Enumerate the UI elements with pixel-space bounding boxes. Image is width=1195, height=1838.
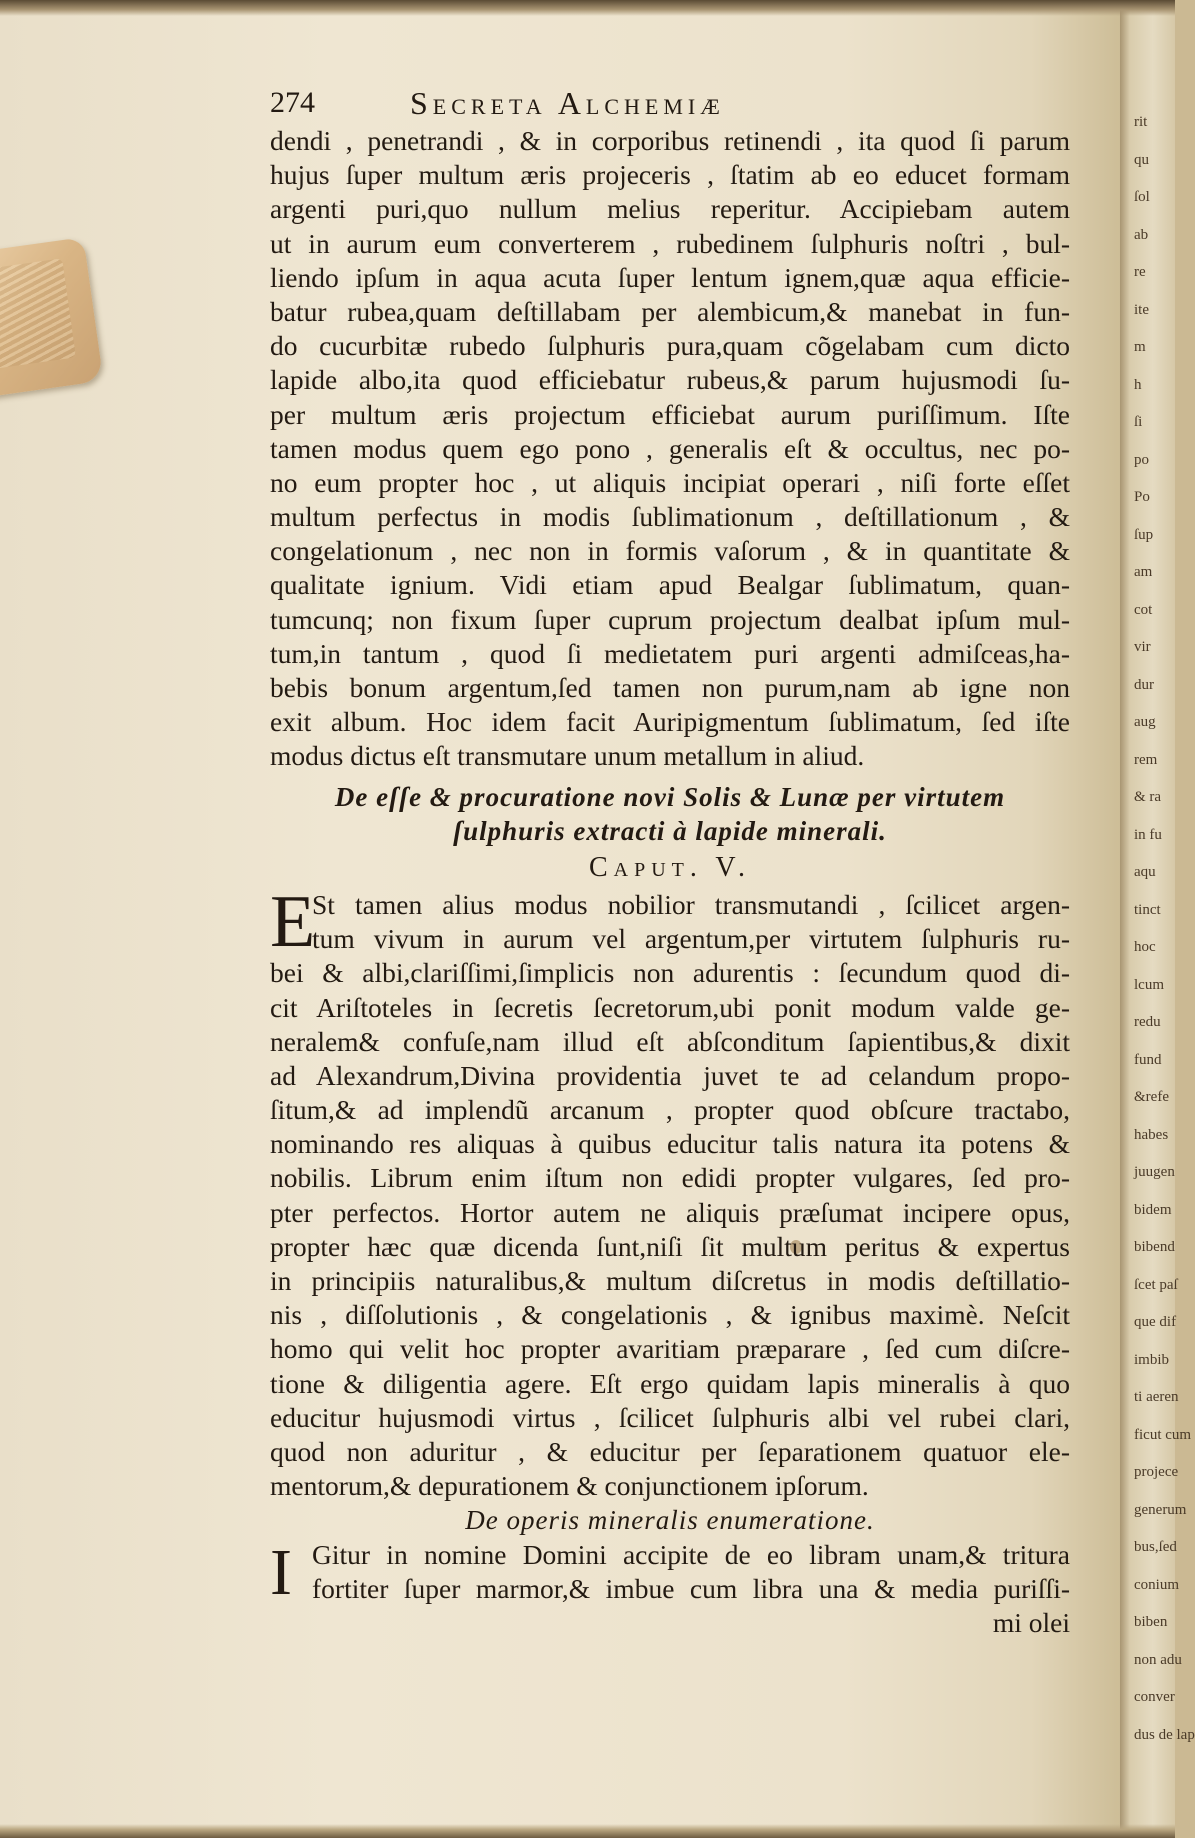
paragraph-main: [270, 124, 1070, 774]
text-line: propter hæc quæ dicenda ſunt,niſi ſit multum peritus & expertus: [270, 1230, 1070, 1262]
text-line: mentorum,& depurationem & conjunctionem ipſorum.: [270, 1470, 869, 1502]
text-line: congelationum , nec non in formis vaſorum , & in quantitate &: [270, 535, 1070, 567]
chapter-number: Caput. V.: [588, 851, 751, 883]
text-line: multum perfectus in modis ſublimationum , deſtillationum , &: [270, 501, 1070, 533]
text-line: quod non aduritur , & educitur per ſeparationem quatuor ele-: [270, 1435, 1070, 1467]
next-page-fragment: habes: [1134, 1126, 1169, 1143]
text-line: no eum propter hoc , ut aliquis incipiat operari , niſi forte eſſet: [270, 466, 1070, 498]
next-page-fragment: po: [1134, 451, 1149, 468]
text-line: bebis bonum argentum,ſed tamen non purum,nam ab igne non: [270, 672, 1070, 703]
text-line: modus dictus eſt transmutare unum metallum in aliud.: [270, 740, 865, 772]
next-page-fragment: biben: [1134, 1614, 1168, 1630]
next-page-fragment: ſol: [1134, 189, 1150, 205]
next-page-fragment: dur: [1134, 676, 1154, 693]
text-line: St tamen alius modus nobilior transmutandi , ſcilicet argen-: [312, 888, 1070, 920]
text-line: do cucurbitæ rubedo ſulphuris pura,quam cõgelabam cum dicto: [270, 330, 1070, 362]
next-page-fragment: ab: [1134, 226, 1149, 243]
text-line: ſitum,& ad implendũ arcanum , propter quod obſcure tractabo,: [270, 1094, 1070, 1126]
next-page-fragment: juugen: [1134, 1164, 1175, 1180]
text-line: cit Ariſtoteles in ſecretis ſecretorum,ubi ponit modum valde ge-: [270, 991, 1070, 1023]
text-line: tione & diligentia agere. Eſt ergo quidam lapis mineralis à quo: [270, 1367, 1070, 1399]
next-page-fragment: rem: [1134, 751, 1158, 768]
text-line: ut in aurum eum converterem , rubedinem ſulphuris noſtri , bul-: [270, 227, 1070, 259]
drop-cap-e: E: [270, 880, 316, 963]
page-number: 274: [270, 86, 315, 119]
next-page-fragment: projece: [1134, 1464, 1179, 1480]
next-page-fragment: que dif: [1134, 1314, 1177, 1330]
paragraph-chapter: [270, 880, 1070, 1503]
text-line: bei & albi,clariſſimi,ſimplicis non adurentis : ſecundum quod di-: [270, 957, 1070, 989]
text-line: neralem& confuſe,nam illud eſt abſconditum ſapientibus,& dixit: [270, 1025, 1070, 1057]
text-line: tum vivum in aurum vel argentum,per virtutem ſulphuris ru-: [312, 923, 1070, 955]
binding-shadow-bottom: [0, 1824, 1175, 1838]
next-page-fragment: vir: [1134, 639, 1151, 655]
text-line: pter perfectos. Hortor autem ne aliquis præſumat incipere opus,: [270, 1196, 1070, 1228]
next-page-edge: [1120, 0, 1195, 1838]
next-page-fragment: ſi: [1134, 414, 1143, 430]
text-line: in principiis naturalibus,& multum diſcretus in modis deſtillatio-: [270, 1265, 1070, 1296]
text-line: educitur hujusmodi virtus , ſcilicet ſulphuris albi vel rubei clari,: [270, 1401, 1070, 1433]
page-header: [270, 82, 1070, 124]
next-page-fragment: bidem: [1134, 1201, 1172, 1218]
text-line: dendi , penetrandi , & in corporibus retinendi , ita quod ſi parum: [270, 125, 1070, 156]
next-page-fragment: qu: [1134, 151, 1149, 168]
text-line: nis , diſſolutionis , & congelationis , & ignibus maximè. Neſcit: [270, 1299, 1070, 1331]
section-subheading: De operis mineralis enumeratione.: [465, 1505, 875, 1536]
next-page-fragment: re: [1134, 264, 1146, 280]
next-page-fragment: tinct: [1134, 901, 1161, 918]
text-line: homo qui velit hoc propter avaritiam præparare , ſed cum diſcre-: [270, 1333, 1070, 1365]
binding-shadow-top: [0, 0, 1175, 16]
next-page-fragment: ſup: [1134, 526, 1154, 543]
text-line: nominando res aliquas à quibus educitur talis natura ita potens &: [270, 1128, 1070, 1160]
next-page-fragment: ite: [1134, 301, 1149, 318]
next-page-fragment: ficut cum: [1134, 1426, 1192, 1443]
next-page-fragment: aug: [1134, 714, 1156, 730]
next-page-fragment: in fu: [1134, 826, 1162, 843]
paragraph-final: [270, 1535, 1070, 1641]
next-page-fragment: am: [1134, 564, 1153, 580]
next-page-fragment: generum: [1134, 1501, 1187, 1518]
text-line: ad Alexandrum,Divina providentia juvet te ad celandum propo-: [270, 1059, 1070, 1091]
next-page-fragment: &refe: [1134, 1089, 1169, 1105]
next-page-fragment: dus de lap: [1134, 1726, 1195, 1743]
text-line: Gitur in nomine Domini accipite de eo libram unam,& tritura: [312, 1538, 1070, 1570]
next-page-fragment: ti aeren: [1134, 1389, 1179, 1405]
next-page-fragment: non adu: [1134, 1651, 1182, 1668]
next-page-fragment: conium: [1134, 1576, 1179, 1593]
next-page-fragment: cot: [1134, 601, 1153, 618]
page-text: [270, 82, 1070, 1640]
text-line: qualitate ignium. Vidi etiam apud Bealgar ſublimatum, quan-: [270, 569, 1070, 601]
text-line: lapide albo,ita quod efficiebatur rubeus,& parum hujusmodi ſu-: [270, 364, 1070, 396]
next-page-fragment: imbib: [1134, 1351, 1170, 1368]
text-line: hujus ſuper multum æris projeceris , ſtatim ab eo educet formam: [270, 159, 1070, 191]
next-page-fragment: bus,ſed: [1134, 1539, 1177, 1555]
next-page-fragment: hoc: [1134, 939, 1156, 955]
next-page-fragment: aqu: [1134, 864, 1156, 880]
text-line: argenti puri,quo nullum melius reperitur. Accipiebam autem: [270, 193, 1070, 225]
next-page-fragment: m: [1134, 339, 1146, 355]
next-page-fragment: ſcet paſ: [1134, 1276, 1178, 1293]
text-line: tum,in tantum , quod ſi medietatem puri argenti admiſceas,ha-: [270, 637, 1070, 669]
text-line: tumcunq; non fixum ſuper cuprum projectum dealbat ipſum mul-: [270, 603, 1070, 635]
text-line: tamen modus quem ego pono , generalis eſt & occultus, nec po-: [270, 432, 1070, 464]
chapter-title-line2: ſulphuris extracti à lapide minerali.: [453, 815, 887, 846]
next-page-fragment: & ra: [1134, 789, 1162, 805]
text-line: per multum æris projectum efficiebat aurum puriſſimum. Iſte: [270, 398, 1070, 430]
next-page-fragment: conver: [1134, 1689, 1175, 1705]
next-page-fragment: h: [1134, 376, 1142, 393]
catchword: mi olei: [992, 1606, 1070, 1638]
drop-cap-i: I: [270, 1535, 292, 1609]
next-page-fragment: redu: [1134, 1014, 1161, 1030]
next-page-fragment: fund: [1134, 1051, 1162, 1068]
next-page-fragment: Po: [1134, 489, 1150, 505]
running-title: Secreta Alchemiæ: [410, 85, 725, 121]
next-page-fragment: lcum: [1134, 976, 1164, 993]
next-page-fragment: rit: [1134, 114, 1148, 130]
text-line: batur rubea,quam deſtillabam per alembicum,& manebat in fun-: [270, 295, 1070, 327]
next-page-fragment: bibend: [1134, 1239, 1175, 1255]
chapter-title-line1: De eſſe & procuratione novi Solis & Lunæ per virtutem: [334, 781, 1006, 812]
text-line: liendo ipſum in aqua acuta ſuper lentum ignem,quæ aqua efficie-: [270, 261, 1070, 293]
text-line: fortiter ſuper marmor,& imbue cum libra una & media puriſſi-: [312, 1572, 1070, 1604]
text-line: nobilis. Librum enim iſtum non edidi propter vulgares, ſed pro-: [270, 1162, 1070, 1194]
text-line: exit album. Hoc idem facit Auripigmentum ſublimatum, ſed iſte: [270, 706, 1070, 738]
